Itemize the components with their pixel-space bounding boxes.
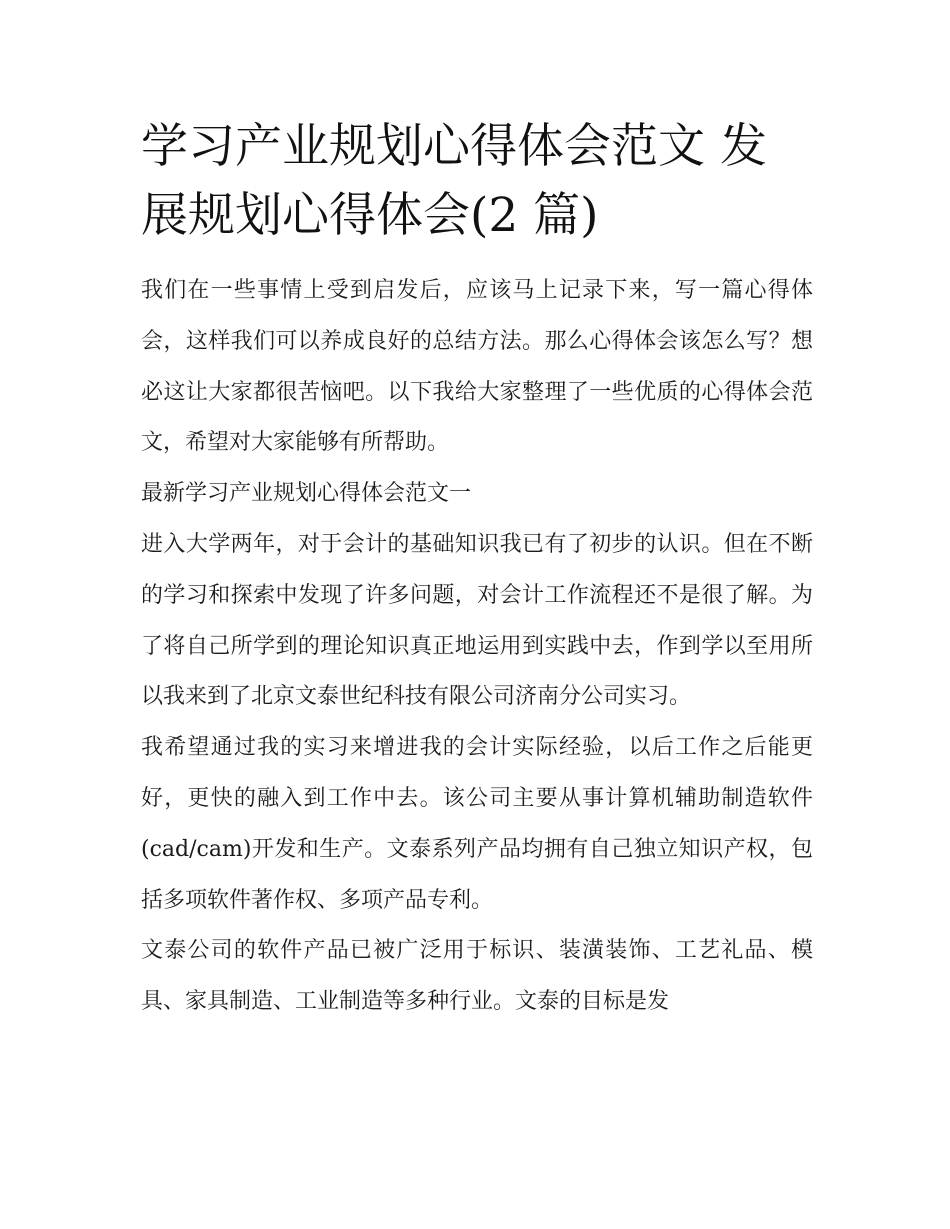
document-body (141, 112, 813, 1028)
body-paragraph-2: 我希望通过我的实习来增进我的会计实际经验，以后工作之后能更好，更快的融入到工作中去。该公司主要从事计算机辅助制造软件(cad/cam)开发和生产。文泰系列产品均拥有自己独立知识产权，包括多项软件著作权、多项产品专利。 (141, 735, 813, 913)
body-paragraph-3: 文泰公司的软件产品已被广泛用于标识、装潢装饰、工艺礼品、模具、家具制造、工业制造等多种行业。文泰的目标是发 (141, 938, 813, 1015)
intro-paragraph: 我们在一些事情上受到启发后，应该马上记录下来，写一篇心得体会，这样我们可以养成良好的总结方法。那么心得体会该怎么写？想必这让大家都很苦恼吧。以下我给大家整理了一些优质的心得体会范文，希望对大家能够有所帮助。 (141, 278, 813, 456)
document-title: 学习产业规划心得体会范文 发展规划心得体会(2 篇) (141, 119, 767, 243)
body-paragraph-1: 进入大学两年，对于会计的基础知识我已有了初步的认识。但在不断的学习和探索中发现了许多问题，对会计工作流程还不是很了解。为了将自己所学到的理论知识真正地运用到实践中去，作到学以至用所以我来到了北京文泰世纪科技有限公司济南分公司实习。 (141, 531, 813, 710)
section-heading: 最新学习产业规划心得体会范文一 (141, 481, 472, 507)
